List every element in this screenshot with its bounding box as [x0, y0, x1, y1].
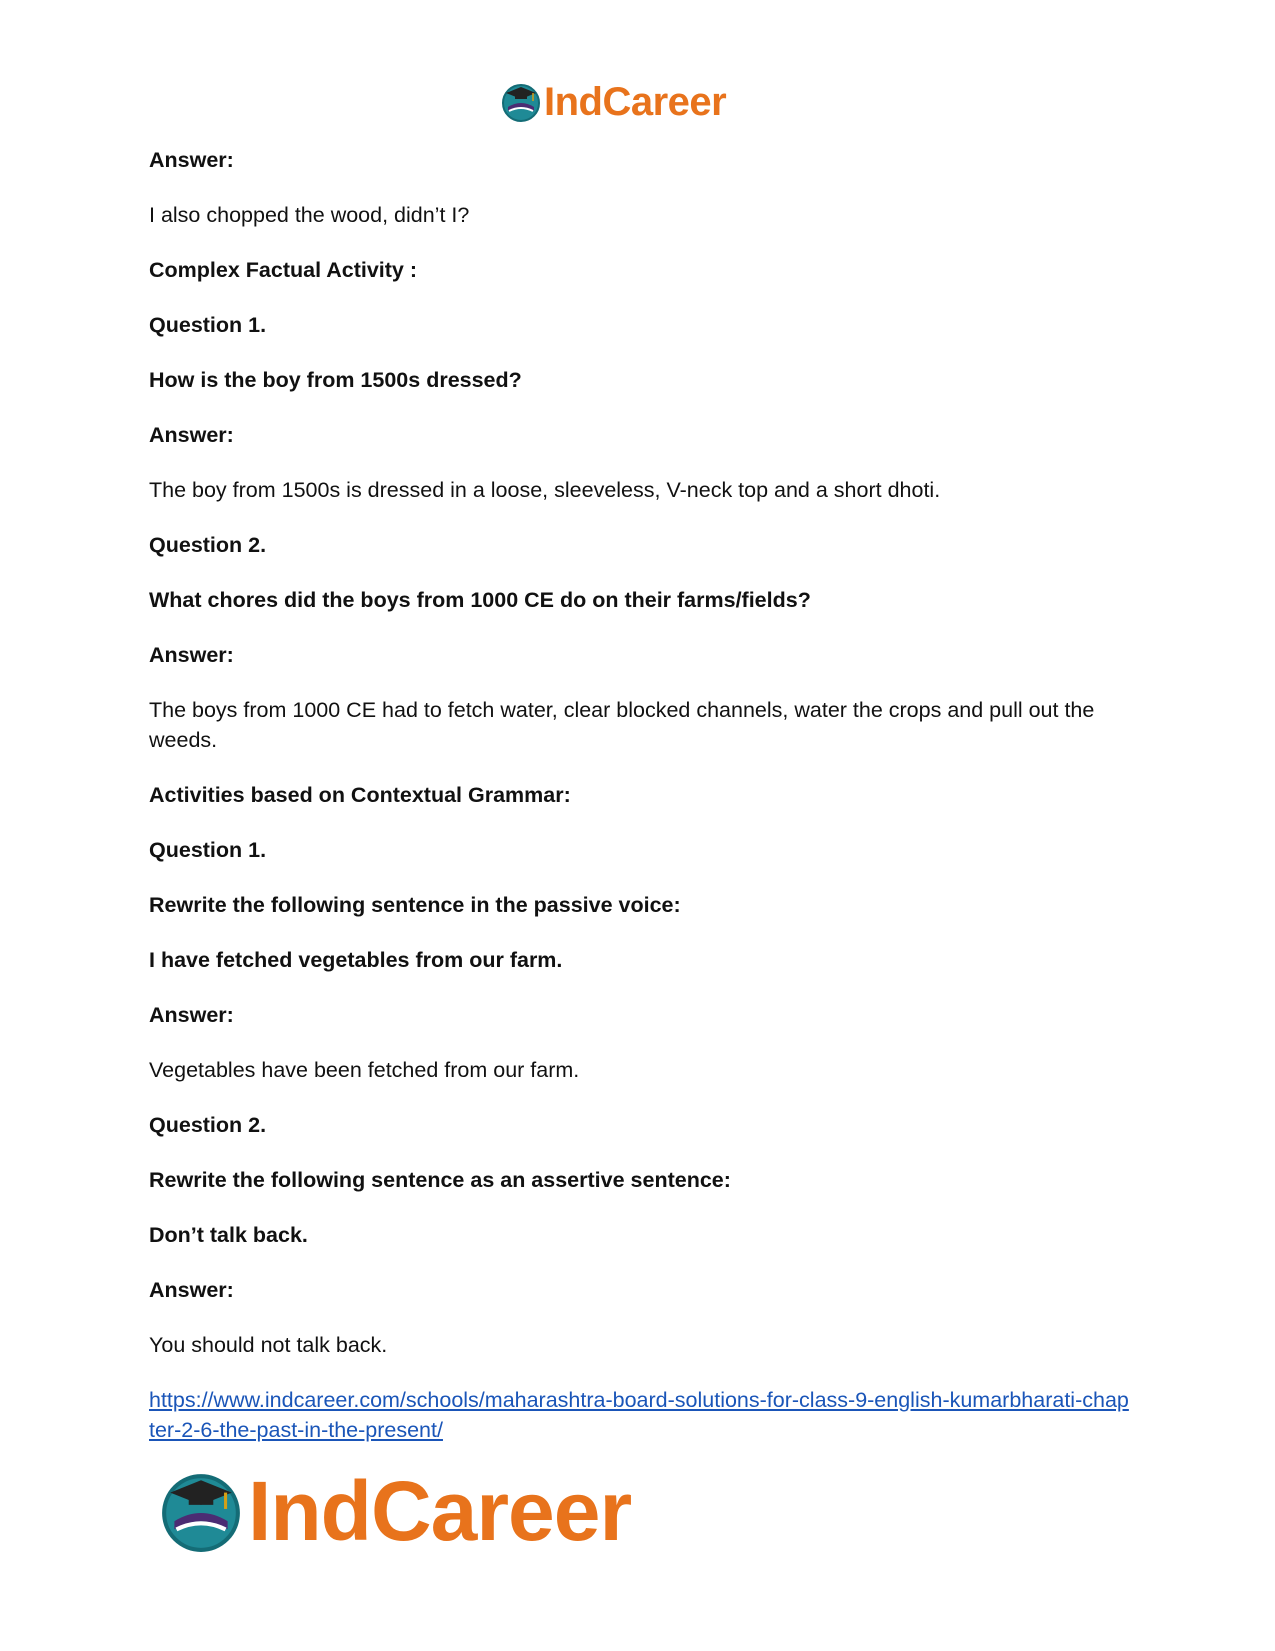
- heading-text: Complex Factual Activity :: [149, 258, 418, 282]
- body-text: I also chopped the wood, didn’t I?: [149, 203, 470, 227]
- body-text: The boys from 1000 CE had to fetch water, clear blocked channels, water the crops and pull out the weeds.: [149, 698, 1095, 752]
- header-logo: [500, 80, 726, 124]
- heading-text: Rewrite the following sentence in the passive voice:: [149, 893, 681, 917]
- body-text: The boy from 1500s is dressed in a loose, sleeveless, V-neck top and a short dhoti.: [149, 478, 941, 502]
- source-link[interactable]: https://www.indcareer.com/schools/maharashtra-board-solutions-for-class-9-english-kumarbharati-chapter-2-6-the-past-in-the-present/: [149, 1388, 1129, 1442]
- answer-label: Answer:: [149, 423, 234, 447]
- graduation-cap-book-icon: [500, 81, 542, 123]
- footer-brand-text: IndCareer: [248, 1464, 632, 1558]
- heading-text: How is the boy from 1500s dressed?: [149, 368, 522, 392]
- body-text: Vegetables have been fetched from our farm.: [149, 1058, 580, 1082]
- graduation-cap-book-icon: [158, 1468, 244, 1554]
- heading-text: Don’t talk back.: [149, 1223, 308, 1247]
- question-number: Question 2.: [149, 533, 267, 557]
- answer-label: Answer:: [149, 1003, 234, 1027]
- answer-label: Answer:: [149, 148, 234, 172]
- heading-text: Activities based on Contextual Grammar:: [149, 783, 571, 807]
- heading-text: What chores did the boys from 1000 CE do on their farms/fields?: [149, 588, 811, 612]
- question-number: Question 1.: [149, 838, 267, 862]
- body-text: You should not talk back.: [149, 1333, 388, 1357]
- heading-text: Rewrite the following sentence as an assertive sentence:: [149, 1168, 731, 1192]
- header-brand-text: IndCareer: [544, 80, 727, 124]
- answer-label: Answer:: [149, 643, 234, 667]
- document-body: [149, 145, 1129, 1470]
- footer-logo: [158, 1466, 631, 1556]
- question-number: Question 2.: [149, 1113, 267, 1137]
- answer-label: Answer:: [149, 1278, 234, 1302]
- question-number: Question 1.: [149, 313, 267, 337]
- heading-text: I have fetched vegetables from our farm.: [149, 948, 563, 972]
